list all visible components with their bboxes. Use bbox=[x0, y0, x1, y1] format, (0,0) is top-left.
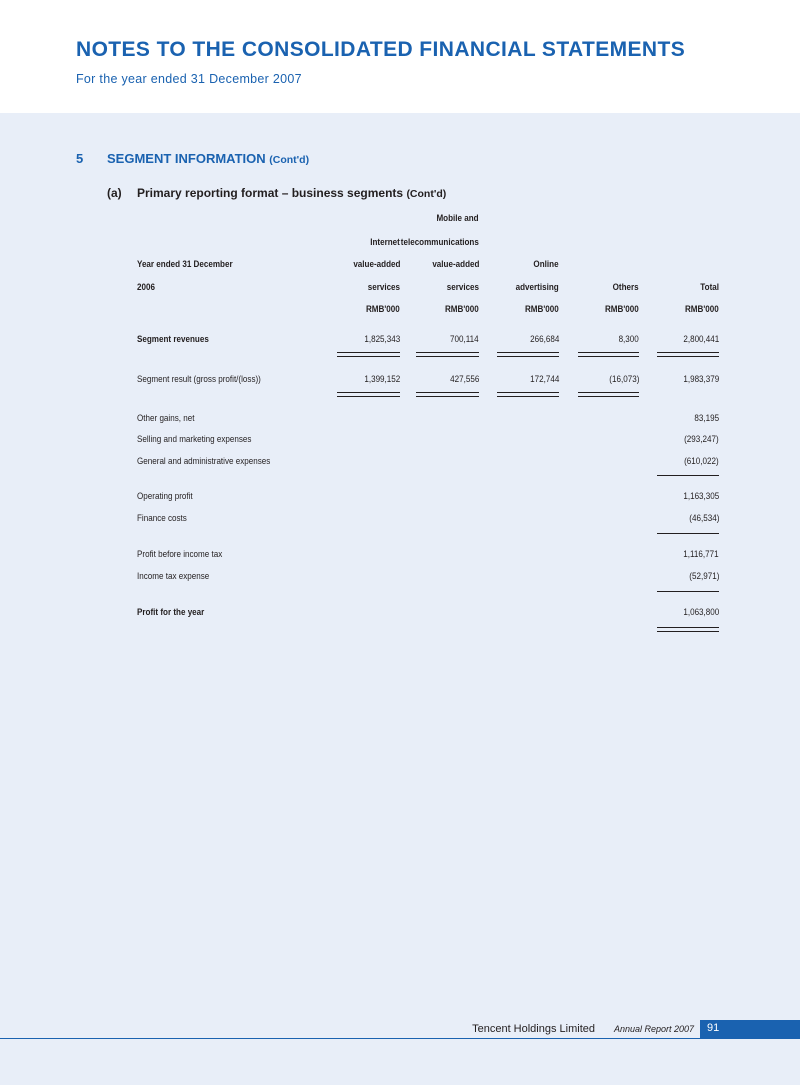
double-rule bbox=[657, 356, 719, 357]
footer-company: Tencent Holdings Limited bbox=[472, 1023, 595, 1035]
section-title bbox=[107, 151, 309, 166]
table-cell: 700,114 bbox=[450, 334, 479, 345]
table-cell: 427,556 bbox=[449, 374, 479, 385]
subtotal-rule bbox=[657, 591, 719, 592]
column-header: RMB'000 bbox=[445, 304, 479, 315]
table-cell-total: 83,195 bbox=[694, 413, 719, 424]
row-label: General and administrative expenses bbox=[137, 456, 271, 467]
table-cell-total: (52,971) bbox=[688, 571, 719, 582]
row-label: Segment result (gross profit/(loss)) bbox=[137, 374, 261, 385]
table-cell-total: 1,116,771 bbox=[683, 549, 719, 560]
column-header: Internet bbox=[370, 237, 400, 248]
row-label: Operating profit bbox=[137, 491, 193, 502]
double-rule bbox=[578, 356, 639, 357]
row-header-2006: 2006 bbox=[137, 282, 155, 293]
double-rule bbox=[657, 352, 719, 353]
column-header: value-added bbox=[431, 259, 479, 270]
table-cell: 172,744 bbox=[529, 374, 559, 385]
double-rule bbox=[416, 396, 479, 397]
row-label: Income tax expense bbox=[137, 571, 210, 582]
table-cell: 266,684 bbox=[529, 334, 559, 345]
column-header: services bbox=[446, 282, 479, 293]
row-header-year: Year ended 31 December bbox=[137, 259, 233, 270]
subsection-title bbox=[137, 186, 446, 200]
double-rule bbox=[578, 396, 639, 397]
double-rule bbox=[657, 631, 719, 632]
table-cell: 2,800,441 bbox=[683, 334, 719, 345]
section-cont: (Cont'd) bbox=[269, 154, 310, 166]
subsection-letter: (a) bbox=[107, 186, 122, 200]
row-label: Profit before income tax bbox=[137, 549, 223, 560]
row-label: Finance costs bbox=[137, 513, 187, 524]
column-header: Total bbox=[700, 282, 719, 293]
double-rule bbox=[497, 352, 559, 353]
table-cell: 1,399,152 bbox=[364, 374, 400, 385]
table-cell-total: (610,022) bbox=[684, 456, 719, 467]
double-rule bbox=[578, 392, 639, 393]
double-rule bbox=[337, 396, 400, 397]
double-rule bbox=[337, 392, 400, 393]
double-rule bbox=[497, 396, 559, 397]
column-header: RMB'000 bbox=[685, 304, 719, 315]
row-label: Profit for the year bbox=[137, 607, 205, 618]
table-cell: 1,983,379 bbox=[683, 374, 719, 385]
page-header bbox=[0, 0, 800, 113]
column-header: RMB'000 bbox=[366, 304, 400, 315]
subtotal-rule bbox=[657, 475, 719, 476]
table-cell-total: (293,247) bbox=[684, 434, 719, 445]
table-cell-total: 1,163,305 bbox=[683, 491, 719, 502]
footer-report: Annual Report 2007 bbox=[613, 1024, 694, 1034]
column-header: advertising bbox=[515, 282, 559, 293]
table-cell-total: (46,534) bbox=[688, 513, 719, 524]
subsection-title-text: Primary reporting format – business segments bbox=[137, 186, 404, 200]
page-subtitle: For the year ended 31 December 2007 bbox=[76, 72, 302, 86]
row-label: Other gains, net bbox=[137, 413, 195, 424]
column-header: Mobile and bbox=[436, 213, 479, 224]
row-label: Selling and marketing expenses bbox=[137, 434, 252, 445]
row-label: Segment revenues bbox=[137, 334, 209, 345]
double-rule bbox=[657, 627, 719, 628]
table-cell: 1,825,343 bbox=[364, 334, 400, 345]
column-header: RMB'000 bbox=[525, 304, 559, 315]
column-header: value-added bbox=[352, 259, 400, 270]
double-rule bbox=[497, 392, 559, 393]
double-rule bbox=[578, 352, 639, 353]
table-cell-total: 1,063,800 bbox=[683, 607, 719, 618]
double-rule bbox=[416, 352, 479, 353]
double-rule bbox=[416, 356, 479, 357]
page-number: 91 bbox=[707, 1022, 720, 1034]
section-number: 5 bbox=[76, 151, 84, 166]
column-header: Others bbox=[612, 282, 639, 293]
column-header: telecommunications bbox=[400, 237, 479, 248]
subsection-cont: (Cont'd) bbox=[406, 188, 447, 200]
double-rule bbox=[337, 356, 400, 357]
subtotal-rule bbox=[657, 533, 719, 534]
double-rule bbox=[416, 392, 479, 393]
double-rule bbox=[497, 356, 559, 357]
table-cell: (16,073) bbox=[608, 374, 639, 385]
page-title: NOTES TO THE CONSOLIDATED FINANCIAL STATEMENTS bbox=[76, 38, 686, 61]
double-rule bbox=[337, 352, 400, 353]
section-title-text: SEGMENT INFORMATION bbox=[107, 151, 266, 166]
column-header: RMB'000 bbox=[605, 304, 639, 315]
column-header: services bbox=[367, 282, 400, 293]
footer-rule bbox=[0, 1038, 800, 1039]
column-header: Online bbox=[533, 259, 559, 270]
table-cell: 8,300 bbox=[618, 334, 639, 345]
